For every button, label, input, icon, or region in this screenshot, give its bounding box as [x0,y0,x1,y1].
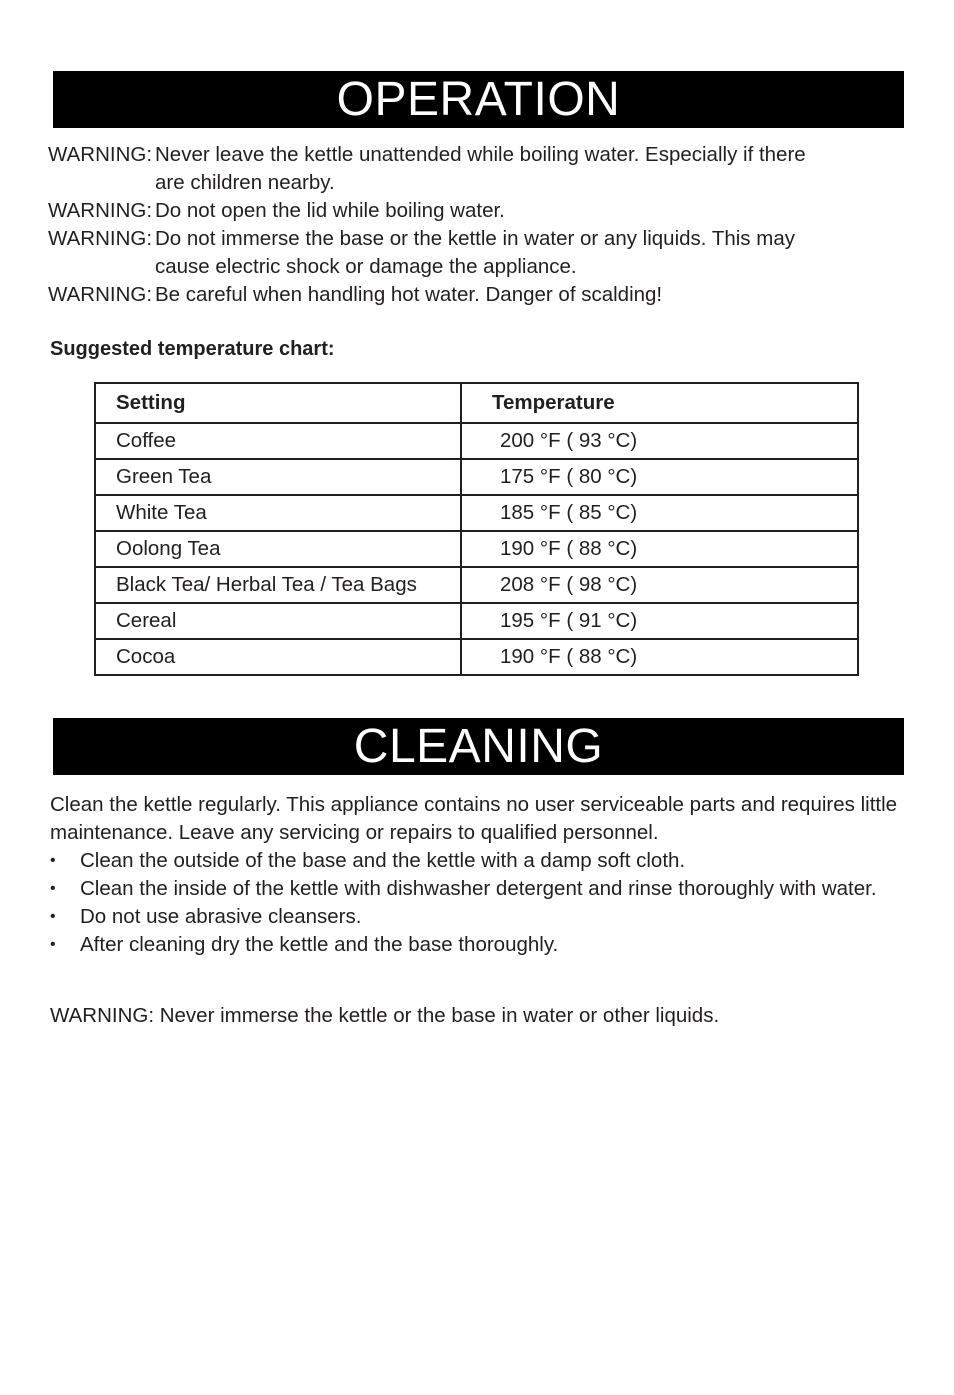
warning-text [155,225,855,281]
table-row [95,567,858,603]
header-temperature: Temperature [461,383,858,423]
operation-warnings [48,141,908,309]
warning-line: Be careful when handling hot water. Danger of scalding! [155,283,663,306]
temperature-cell: 190 °F ( 88 °C) [461,639,858,675]
warning-label: WARNING: [48,283,153,306]
table-row [95,603,858,639]
list-item [50,847,910,875]
warning-item [48,197,908,225]
temperature-chart-title: Suggested temperature chart: [50,338,335,360]
warning-line: cause electric shock or damage the appliance. [155,255,577,278]
list-item [50,903,910,931]
table-row [95,495,858,531]
temperature-cell: 185 °F ( 85 °C) [461,495,858,531]
table-header-row [95,383,858,423]
warning-item [48,225,908,281]
temperature-cell: 175 °F ( 80 °C) [461,459,858,495]
bullet-icon [50,875,80,903]
operation-heading: OPERATION [53,71,904,128]
warning-line: are children nearby. [155,171,335,194]
bullet-icon [50,847,80,875]
list-item-text: After cleaning dry the kettle and the base thoroughly. [80,933,559,956]
warning-line: Do not open the lid while boiling water. [155,199,505,222]
list-item-text: Clean the inside of the kettle with dishwasher detergent and rinse thoroughly with water. [80,877,877,900]
cleaning-warning: WARNING: Never immerse the kettle or the base in water or other liquids. [50,1004,720,1027]
cleaning-intro: Clean the kettle regularly. This appliance contains no user serviceable parts and requires little maintenance. Leave any servicing or repairs to qualified personnel. [50,793,898,844]
temperature-cell: 200 °F ( 93 °C) [461,423,858,459]
cleaning-section [50,791,910,959]
warning-line: Do not immerse the base or the kettle in water or any liquids. This may [155,227,795,250]
setting-cell: Black Tea/ Herbal Tea / Tea Bags [95,567,461,603]
setting-cell: White Tea [95,495,461,531]
list-item-text: Do not use abrasive cleansers. [80,905,362,928]
temperature-cell: 208 °F ( 98 °C) [461,567,858,603]
header-setting: Setting [95,383,461,423]
warning-label: WARNING: [48,143,153,166]
warning-text [155,197,855,225]
list-item [50,931,910,959]
warning-item [48,141,908,197]
setting-cell: Cocoa [95,639,461,675]
cleaning-heading: CLEANING [53,718,904,775]
warning-label: WARNING: [48,227,153,250]
warning-item [48,281,908,309]
bullet-icon [50,903,80,931]
list-item-text: Clean the outside of the base and the kettle with a damp soft cloth. [80,849,686,872]
list-item [50,875,910,903]
cleaning-list [50,847,910,959]
bullet-icon [50,931,80,959]
setting-cell: Green Tea [95,459,461,495]
temperature-table [94,382,859,676]
temperature-cell: 190 °F ( 88 °C) [461,531,858,567]
warning-text [155,281,855,309]
table-row [95,531,858,567]
table-row [95,459,858,495]
warning-label: WARNING: [48,199,153,222]
setting-cell: Coffee [95,423,461,459]
temperature-cell: 195 °F ( 91 °C) [461,603,858,639]
warning-line: Never leave the kettle unattended while boiling water. Especially if there [155,143,806,166]
warning-text [155,141,855,197]
table-row [95,639,858,675]
table-row [95,423,858,459]
setting-cell: Oolong Tea [95,531,461,567]
setting-cell: Cereal [95,603,461,639]
